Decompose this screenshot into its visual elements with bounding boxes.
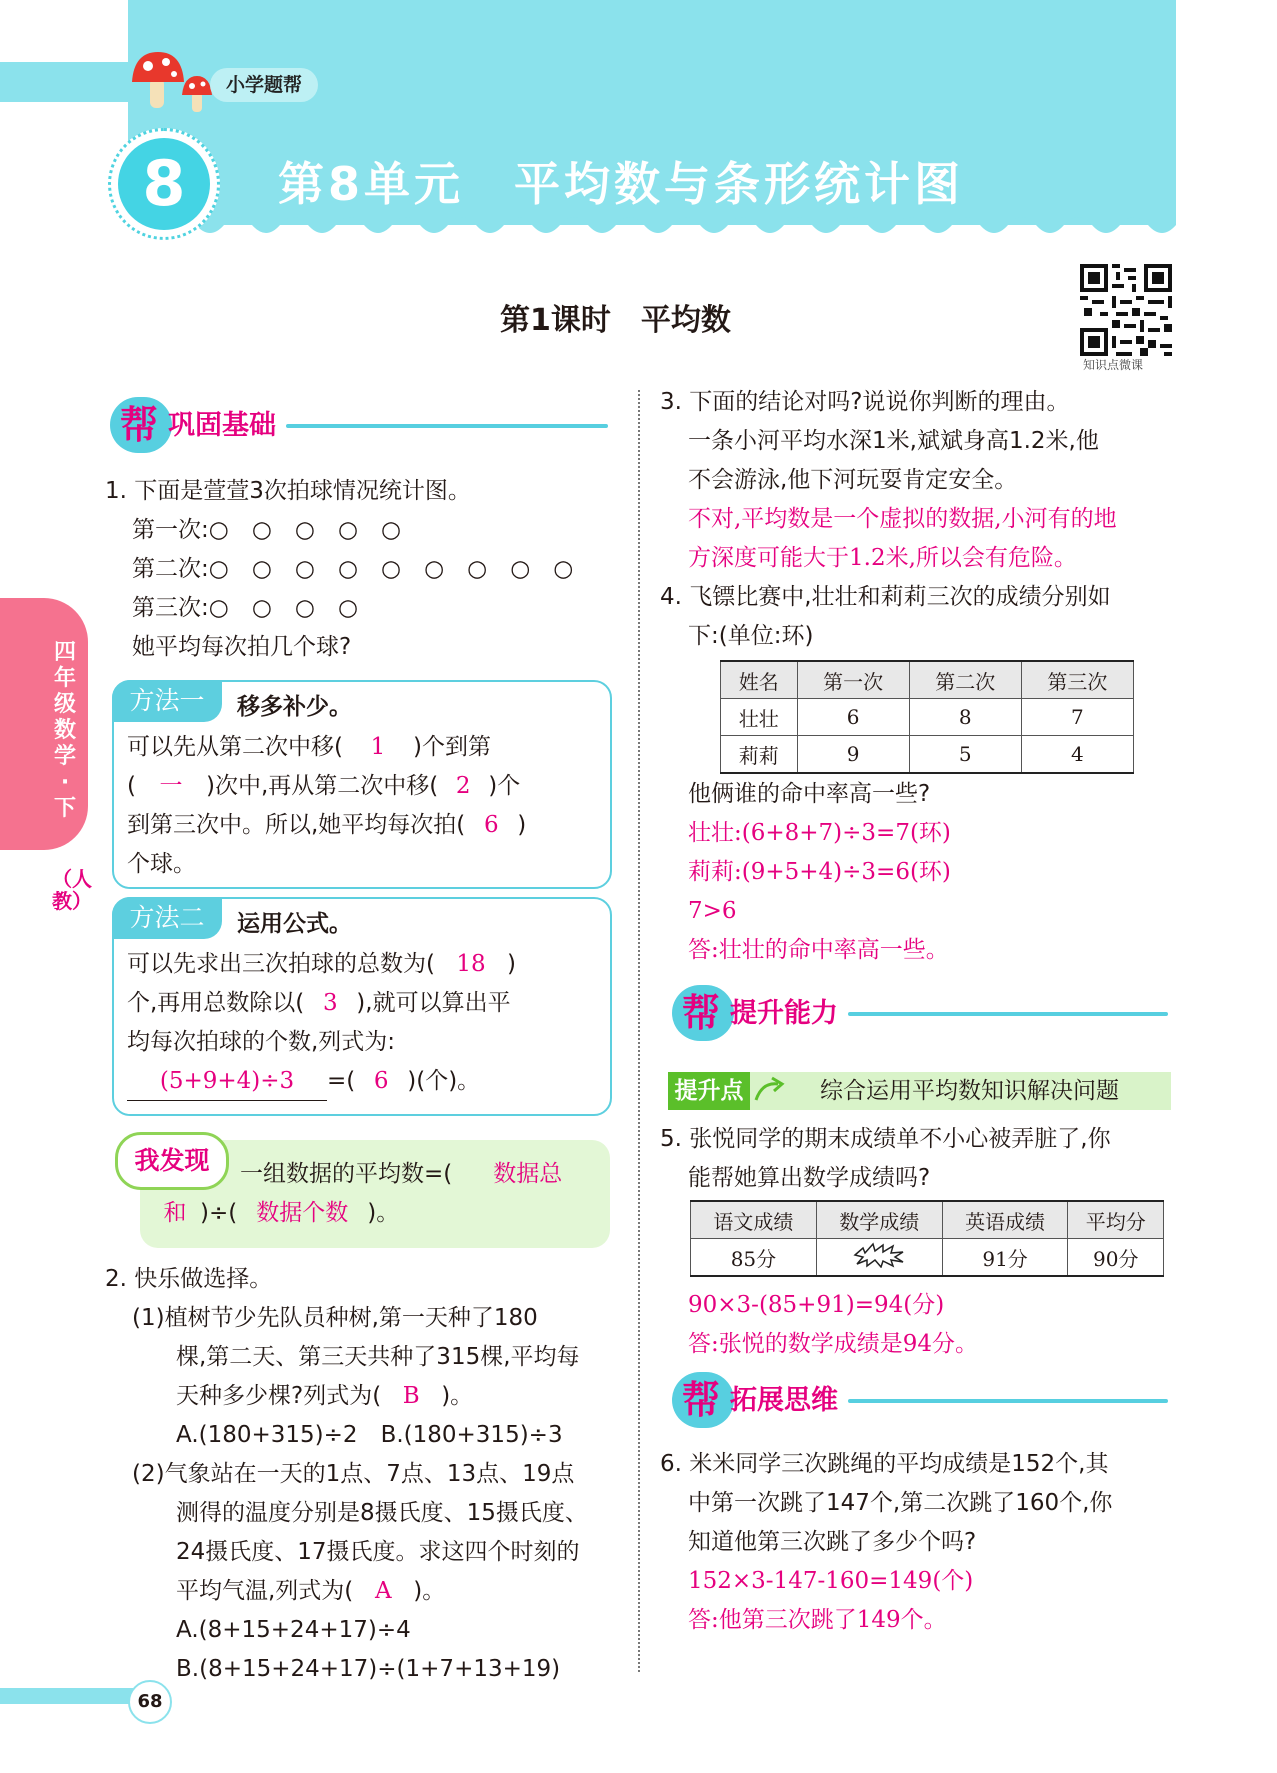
table-cell: 壮壮: [721, 699, 798, 736]
q6-line-2: 中第一次跳了147个,第二次跳了160个,你: [688, 1490, 1113, 1516]
text: ): [517, 812, 527, 838]
q2-1-line-1: (1)植树节少先队员种树,第一天种了180: [132, 1305, 538, 1331]
q6-answer-2: 答:他第三次跳了149个。: [688, 1607, 947, 1633]
mushroom-icon: [128, 48, 218, 118]
table-cell: 90分: [1068, 1239, 1164, 1277]
q4-question: 他俩谁的命中率高一些?: [688, 781, 931, 807]
q2-2-option-b: B.(8+15+24+17)÷(1+7+13+19): [176, 1656, 561, 1682]
q6-line-1: 6. 米米同学三次跳绳的平均成绩是152个,其: [660, 1451, 1109, 1477]
answer-blank: 6: [483, 812, 499, 838]
answer-blank: 数据总: [493, 1161, 563, 1187]
table-header: 第三次: [1021, 661, 1133, 699]
side-grade-label: 四年级数学·下: [53, 640, 76, 821]
smudge-cell: [816, 1239, 942, 1277]
method-2-line-4: [127, 1062, 480, 1101]
q2-stem: 2. 快乐做选择。: [105, 1266, 273, 1292]
q4-answer-1: 壮壮:(6+8+7)÷3=7(环): [688, 820, 951, 846]
text: =(: [327, 1068, 356, 1094]
table-cell: 6: [797, 699, 909, 736]
q3-answer-2: 方深度可能大于1.2米,所以会有危险。: [688, 545, 1077, 571]
text: 一组数据的平均数=(: [240, 1161, 453, 1187]
text: )(个)。: [407, 1068, 481, 1094]
answer-blank: A: [374, 1578, 392, 1604]
section-improve: [672, 985, 1172, 1041]
header-banner-stripe: [0, 62, 140, 102]
text: )个到第: [412, 734, 491, 760]
q3-line-1: 3. 下面的结论对吗?说说你判断的理由。: [660, 389, 1070, 415]
table-cell: 7: [1021, 699, 1133, 736]
answer-blank: 数据个数: [256, 1200, 349, 1226]
answer-blank: 1: [370, 734, 386, 760]
table-header: 语文成绩: [691, 1201, 817, 1239]
text: )。: [441, 1383, 474, 1409]
q4-answer-2: 莉莉:(9+5+4)÷3=6(环): [688, 859, 951, 885]
method-1-tag: 方法一: [112, 680, 222, 722]
table-row: [691, 1239, 1164, 1277]
table-header-row: [691, 1201, 1164, 1239]
q2-2-option-a: A.(8+15+24+17)÷4: [176, 1617, 411, 1643]
smudge-icon: [853, 1242, 905, 1268]
q2-1-options: A.(180+315)÷2 B.(180+315)÷3: [176, 1422, 563, 1448]
q1-question: 她平均每次拍几个球?: [132, 634, 352, 660]
q5-line-1: 5. 张悦同学的期末成绩单不小心被弄脏了,你: [660, 1126, 1111, 1152]
answer-blank: B: [402, 1383, 420, 1409]
q2-2-line-4: [176, 1572, 445, 1610]
section-basics: [110, 397, 615, 453]
text: )。: [413, 1578, 446, 1604]
q2-1-line-3: [176, 1377, 473, 1415]
q2-1-line-2: 棵,第二天、第三天共种了315棵,平均每: [176, 1344, 580, 1370]
side-edition-label: （人教）: [52, 867, 92, 913]
q1-row-2: 第二次:○ ○ ○ ○ ○ ○ ○ ○ ○: [132, 556, 574, 582]
q4-answer-4: 答:壮壮的命中率高一些。: [688, 937, 949, 963]
q2-2-line-3: 24摄氏度、17摄氏度。求这四个时刻的: [176, 1539, 580, 1565]
section-expand: [672, 1372, 1172, 1428]
qr-caption: 知识点微课: [1083, 358, 1144, 372]
table-header: 平均分: [1068, 1201, 1164, 1239]
page-number: 68: [128, 1680, 172, 1724]
qr-code-icon[interactable]: [1080, 264, 1172, 356]
answer-blank: 2: [455, 773, 471, 799]
section-line: [286, 424, 608, 428]
q5-grade-table: [690, 1200, 1164, 1277]
table-header: 英语成绩: [942, 1201, 1068, 1239]
section-improve-label: 提升能力: [730, 998, 838, 1029]
text: (: [127, 773, 136, 799]
text: ),就可以算出平: [356, 990, 511, 1016]
q3-line-3: 不会游泳,他下河玩耍肯定安全。: [688, 467, 1018, 493]
q1-row-3: 第三次:○ ○ ○ ○: [132, 595, 359, 621]
unit-number-badge: 8: [118, 138, 210, 230]
column-divider: [638, 390, 640, 1672]
q4-score-table: [720, 660, 1134, 774]
table-cell: 9: [797, 736, 909, 774]
q4-line-1: 4. 飞镖比赛中,壮壮和莉莉三次的成绩分别如: [660, 584, 1111, 610]
text: 到第三次中。所以,她平均每次拍(: [127, 812, 466, 838]
table-row: [721, 736, 1134, 774]
q1-row-1: 第一次:○ ○ ○ ○ ○: [132, 517, 402, 543]
text: 平均气温,列式为(: [176, 1578, 354, 1604]
discover-line-1: [240, 1155, 562, 1193]
table-cell: 4: [1021, 736, 1133, 774]
section-bang: 帮: [682, 991, 721, 1035]
lesson-title: 第1课时 平均数: [500, 303, 731, 338]
table-header-row: [721, 661, 1134, 699]
text: )÷(: [200, 1200, 238, 1226]
q2-2-line-1: (2)气象站在一天的1点、7点、13点、19点: [132, 1461, 575, 1487]
method-1-line-4: 个球。: [127, 851, 196, 877]
section-bang: 帮: [120, 403, 159, 447]
answer-blank: 6: [373, 1068, 389, 1094]
table-row: [721, 699, 1134, 736]
method-2-line-3: 均每次拍球的个数,列式为:: [127, 1029, 396, 1055]
text: 天种多少棵?列式为(: [176, 1383, 382, 1409]
method-1-line-1: [127, 728, 491, 766]
table-cell: 85分: [691, 1239, 817, 1277]
text: )个: [488, 773, 521, 799]
method-2-line-1: [127, 945, 516, 983]
table-cell: 莉莉: [721, 736, 798, 774]
table-cell: 91分: [942, 1239, 1068, 1277]
text: )。: [367, 1200, 400, 1226]
q5-answer-2: 答:张悦的数学成绩是94分。: [688, 1331, 979, 1357]
answer-blank: 一: [159, 773, 183, 799]
q5-line-2: 能帮她算出数学成绩吗?: [688, 1165, 931, 1191]
discover-line-2: [150, 1194, 399, 1232]
footer-bar: [0, 1688, 135, 1704]
table-header: 第一次: [797, 661, 909, 699]
table-header: 姓名: [721, 661, 798, 699]
method-1-line-2: [127, 767, 520, 805]
q4-answer-3: 7>6: [688, 898, 737, 924]
q2-2-line-2: 测得的温度分别是8摄氏度、15摄氏度、: [176, 1500, 588, 1526]
table-header: 数学成绩: [816, 1201, 942, 1239]
method-1-title: 移多补少。: [237, 694, 352, 720]
discover-tag: 我发现: [115, 1132, 229, 1190]
section-line: [848, 1399, 1168, 1403]
tip-tag: 提升点: [668, 1072, 750, 1110]
answer-formula: (5+9+4)÷3: [127, 1062, 327, 1101]
text: 个,再用总数除以(: [127, 990, 305, 1016]
text: 可以先从第二次中移(: [127, 734, 343, 760]
table-header: 第二次: [909, 661, 1021, 699]
section-expand-label: 拓展思维: [730, 1385, 838, 1416]
q6-line-3: 知道他第三次跳了多少个吗?: [688, 1529, 977, 1555]
text: )次中,再从第二次中移(: [205, 773, 439, 799]
q5-answer-1: 90×3-(85+91)=94(分): [688, 1292, 945, 1318]
answer-blank: 18: [456, 951, 486, 977]
answer-blank: 3: [322, 990, 338, 1016]
method-2-tag: 方法二: [112, 897, 222, 939]
unit-title: 第8单元 平均数与条形统计图: [278, 157, 965, 211]
method-2-title: 运用公式。: [237, 911, 352, 937]
table-cell: 8: [909, 699, 1021, 736]
text: ): [506, 951, 516, 977]
table-cell: 5: [909, 736, 1021, 774]
q4-line-2: 下:(单位:环): [688, 623, 814, 649]
q1-stem: 1. 下面是萱萱3次拍球情况统计图。: [105, 478, 471, 504]
text: 可以先求出三次拍球的总数为(: [127, 951, 435, 977]
q3-line-2: 一条小河平均水深1米,斌斌身高1.2米,他: [688, 428, 1099, 454]
section-basics-label: 巩固基础: [168, 410, 276, 441]
method-1-line-3: [127, 806, 526, 844]
q3-answer-1: 不对,平均数是一个虚拟的数据,小河有的地: [688, 506, 1117, 532]
tip-text: 综合运用平均数知识解决问题: [820, 1078, 1119, 1104]
method-2-line-2: [127, 984, 511, 1022]
arrow-icon: [752, 1076, 788, 1106]
section-line: [848, 1012, 1168, 1016]
section-bang: 帮: [682, 1378, 721, 1422]
q6-answer-1: 152×3-147-160=149(个): [688, 1568, 974, 1594]
answer-blank: 和: [163, 1200, 187, 1226]
brand-label: 小学题帮: [210, 68, 318, 102]
